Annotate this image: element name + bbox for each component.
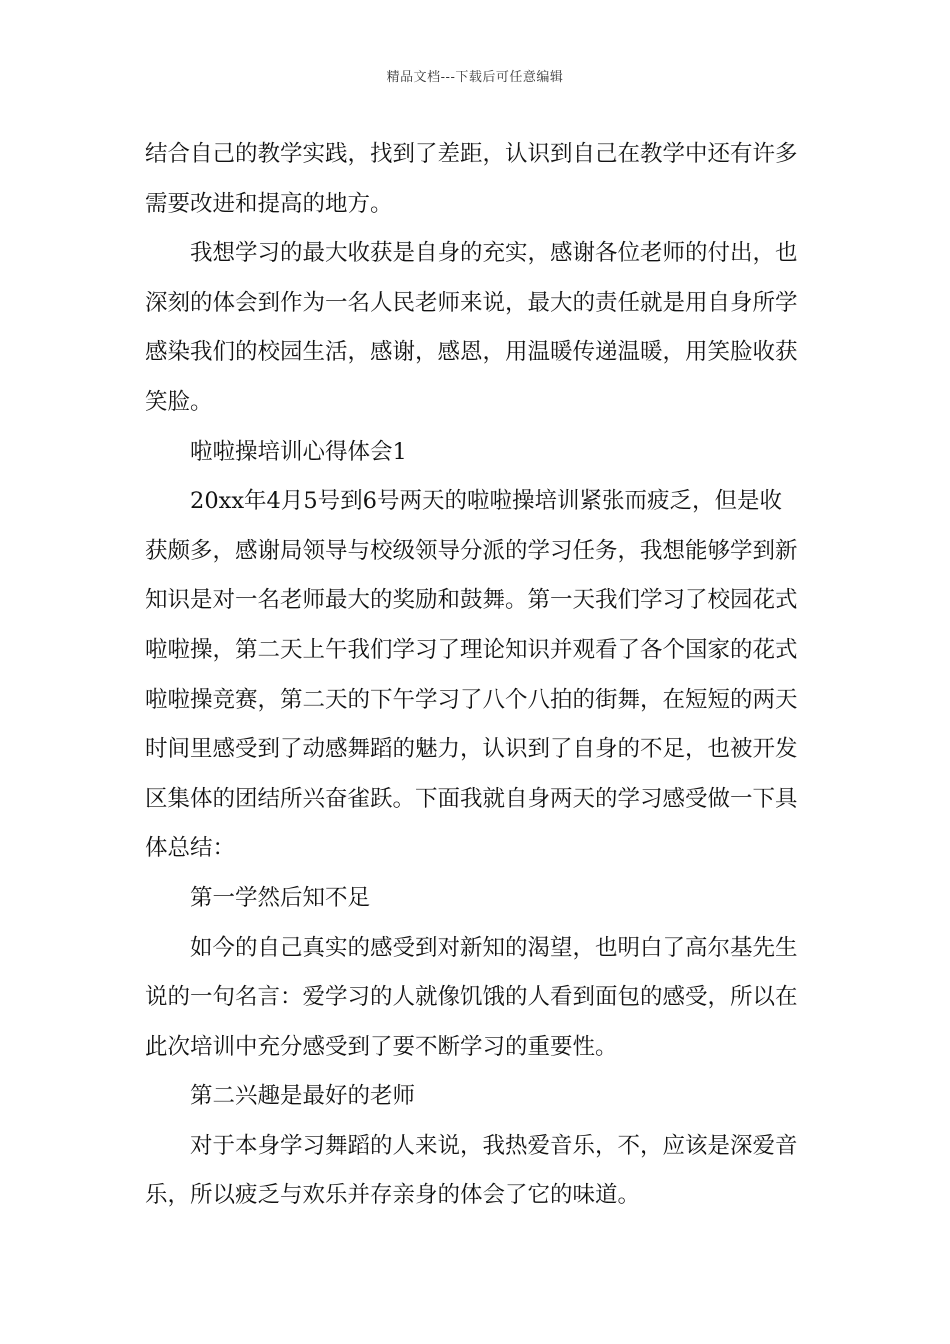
text-line: 需要改进和提高的地方。 <box>145 190 393 217</box>
text-line: 此次培训中充分感受到了要不断学习的重要性。 <box>145 1033 618 1060</box>
text-line: 说的一句名言：爱学习的人就像饥饿的人看到面包的感受，所以在 <box>145 984 798 1011</box>
subsection-heading: 第一学然后知不足 <box>190 884 371 911</box>
text-line: 知识是对一名老师最大的奖励和鼓舞。第一天我们学习了校园花式 <box>145 587 798 614</box>
text-line: 结合自己的教学实践，找到了差距，认识到自己在教学中还有许多 <box>145 141 798 167</box>
text-line: 区集体的团结所兴奋雀跃。下面我就自身两天的学习感受做一下具 <box>145 785 798 812</box>
text-line: 我想学习的最大收获是自身的充实，感谢各位老师的付出，也 <box>190 240 798 267</box>
subsection-heading: 第二兴趣是最好的老师 <box>190 1083 416 1110</box>
text-line: 笑脸。 <box>145 388 213 415</box>
section-heading: 啦啦操培训心得体会1 <box>190 438 407 465</box>
text-line: 20xx年4月5号到6号两天的啦啦操培训紧张而疲乏，但是收 <box>190 488 782 515</box>
text-line: 获颇多，感谢局领导与校级领导分派的学习任务，我想能够学到新 <box>145 537 798 564</box>
text-line: 感染我们的校园生活，感谢，感恩，用温暖传递温暖，用笑脸收获 <box>145 339 798 366</box>
text-line: 啦啦操竞赛，第二天的下午学习了八个八拍的街舞，在短短的两天 <box>145 686 798 713</box>
text-line: 如今的自己真实的感受到对新知的渴望，也明白了高尔基先生 <box>190 934 798 961</box>
text-line: 乐，所以疲乏与欢乐并存亲身的体会了它的味道。 <box>145 1182 641 1209</box>
text-line: 对于本身学习舞蹈的人来说，我热爱音乐，不，应该是深爱音 <box>190 1132 798 1159</box>
text-line: 时间里感受到了动感舞蹈的魅力，认识到了自身的不足，也被开发 <box>145 736 798 763</box>
document-body <box>145 130 810 1221</box>
text-line: 体总结： <box>145 835 236 862</box>
text-line: 深刻的体会到作为一名人民老师来说，最大的责任就是用自身所学 <box>145 289 798 316</box>
text-line: 啦啦操，第二天上午我们学习了理论知识并观看了各个国家的花式 <box>145 636 798 663</box>
page-header: 精品文档---下载后可任意编辑 <box>386 70 564 85</box>
